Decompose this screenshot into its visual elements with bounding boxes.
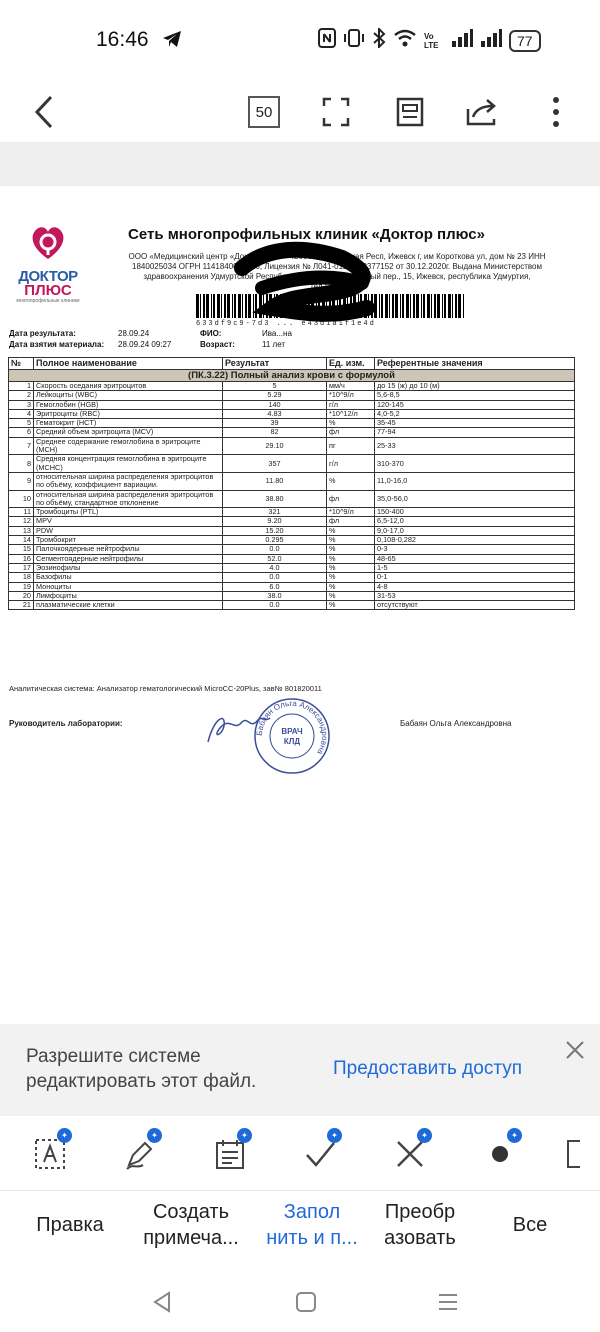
- document-title: Сеть многопрофильных клиник «Доктор плюс»: [128, 226, 485, 243]
- table-row: [9, 472, 575, 490]
- stamp-center-text: ВРАЧ: [281, 727, 303, 736]
- reference-range: отсутствуют: [375, 601, 575, 610]
- volte-label: Vo LTE: [424, 31, 439, 50]
- test-name: Средняя концентрация гемоглобина в эритроците (MCHC): [34, 455, 223, 473]
- reference-range: 35,0-56,0: [375, 490, 575, 508]
- test-unit: %: [327, 563, 375, 572]
- analyzer-note: Аналитическая система: Анализатор гематологический MicroCC-20Plus, зав№ 801820011: [9, 684, 322, 693]
- row-number: 7: [9, 437, 34, 455]
- premium-badge-icon: ✦: [57, 1128, 72, 1143]
- org-line: тел.: 60-23-00): [310, 282, 364, 291]
- telegram-icon: [162, 30, 182, 53]
- barcode-bar: [224, 294, 226, 318]
- banner-message: Разрешите системе редактировать этот файл.: [26, 1046, 257, 1092]
- test-unit: %: [327, 582, 375, 591]
- barcode-bar: [444, 294, 446, 318]
- close-icon: [565, 1040, 585, 1060]
- row-number: 17: [9, 563, 34, 572]
- signature-image: [204, 708, 274, 748]
- test-unit: г/л: [327, 400, 375, 409]
- barcode-bar: [458, 294, 461, 318]
- test-unit: пг: [327, 437, 375, 455]
- reading-mode-button[interactable]: [388, 90, 432, 134]
- row-number: 20: [9, 591, 34, 600]
- wifi-icon: [393, 28, 417, 53]
- barcode-bar: [410, 294, 411, 318]
- barcode-bar: [413, 294, 415, 318]
- date-icon: [214, 1138, 246, 1170]
- more-menu-button[interactable]: [534, 90, 578, 134]
- grant-access-button[interactable]: Предоставить доступ: [333, 1058, 523, 1079]
- org-line: здравоохранения Удмуртской Республики, Интернациональный пер., 15, Ижевск, республика Удмуртия,: [143, 272, 531, 281]
- barcode-bar: [455, 294, 457, 318]
- create-note-label-1: Создать: [152, 1201, 229, 1223]
- reference-range: 5,6-8,5: [375, 391, 575, 400]
- barcode-bar: [423, 294, 425, 318]
- edit-permission-banner: [0, 1024, 600, 1116]
- org-line: 1840025034 ОГРН 1141840001926; Лицензия № Л041-01178/00377152 от 30.12.2020г. Выдана Министерством: [132, 262, 542, 271]
- test-result: 6.0: [223, 582, 327, 591]
- reference-range: 0,108-0,282: [375, 536, 575, 545]
- cross-tool[interactable]: [386, 1130, 434, 1178]
- test-unit: фл: [327, 517, 375, 526]
- test-result: 0.0: [223, 573, 327, 582]
- signal-icon-2: [480, 29, 502, 52]
- test-result: 357: [223, 455, 327, 473]
- bluetooth-icon: [372, 28, 386, 53]
- pen-tool[interactable]: [116, 1130, 164, 1178]
- row-number: 13: [9, 526, 34, 535]
- reference-range: 150-400: [375, 508, 575, 517]
- test-unit: %: [327, 536, 375, 545]
- test-name: MPV: [34, 517, 223, 526]
- test-unit: %: [327, 526, 375, 535]
- test-result: 4.83: [223, 409, 327, 418]
- page-separator: [0, 142, 600, 186]
- signal-icon-1: [451, 29, 473, 52]
- reference-range: 310-370: [375, 455, 575, 473]
- barcode-text: 633df9c9-7d3 ... e43d1a1f1e4d: [196, 320, 376, 328]
- reference-range: 4,0-5,2: [375, 409, 575, 418]
- table-row: [9, 573, 575, 582]
- test-unit: *10^9/л: [327, 508, 375, 517]
- barcode-bar: [431, 294, 432, 318]
- dot-icon: [490, 1144, 510, 1164]
- row-number: 19: [9, 582, 34, 591]
- test-result: 29.10: [223, 437, 327, 455]
- test-name: относительная ширина распределения эритроцитов по объёму, коэффициент вариации.: [34, 472, 223, 490]
- result-date-label: Дата результата:: [9, 329, 76, 338]
- reference-range: до 15 (ж) до 10 (м): [375, 382, 575, 391]
- test-name: Эозинофилы: [34, 563, 223, 572]
- test-result: 15.20: [223, 526, 327, 535]
- result-date: 28.09.24: [118, 329, 150, 338]
- reference-range: 31-53: [375, 591, 575, 600]
- status-time: 16:46: [96, 28, 149, 51]
- fio-value: Ива...на: [262, 329, 292, 338]
- system-back-button[interactable]: [146, 1286, 178, 1318]
- text-box-tool[interactable]: [26, 1130, 74, 1178]
- reference-range: 4-8: [375, 582, 575, 591]
- stamp-center-text: КЛД: [283, 737, 301, 746]
- premium-badge-icon: ✦: [147, 1128, 162, 1143]
- test-result: 39: [223, 419, 327, 428]
- date-tool[interactable]: [206, 1130, 254, 1178]
- test-unit: %: [327, 573, 375, 582]
- row-number: 16: [9, 554, 34, 563]
- barcode-bar: [442, 294, 443, 318]
- all-tools-label: Все: [512, 1214, 548, 1236]
- annotation-toolbar: [0, 1116, 600, 1190]
- logo-line1: ДОКТОР: [18, 268, 78, 285]
- reference-range: 48-65: [375, 554, 575, 563]
- barcode-bar: [402, 294, 404, 318]
- all-tools-tab[interactable]: [500, 1212, 560, 1238]
- document-page: [0, 186, 600, 1024]
- status-bar: [0, 0, 600, 80]
- test-name: Лимфоциты: [34, 591, 223, 600]
- convert-tab[interactable]: [374, 1199, 466, 1251]
- column-header: Ед. изм.: [327, 358, 375, 370]
- test-unit: *10^12/л: [327, 409, 375, 418]
- test-unit: %: [327, 419, 375, 428]
- bottom-action-bar: [0, 1190, 600, 1273]
- row-number: 4: [9, 409, 34, 418]
- partial-tool-icon: [566, 1139, 580, 1169]
- test-unit: фл: [327, 428, 375, 437]
- barcode-bar: [463, 294, 464, 318]
- test-name: плазматические клетки: [34, 601, 223, 610]
- barcode-bar: [211, 294, 212, 318]
- reference-range: 0-3: [375, 545, 575, 554]
- age-label: Возраст:: [200, 340, 235, 349]
- barcode-bar: [437, 294, 440, 318]
- test-name: Палочкоядерные нейтрофилы: [34, 545, 223, 554]
- edit-tab-label: Правка: [36, 1214, 104, 1236]
- create-note-label-2: примеча...: [143, 1227, 239, 1249]
- test-name: Среднее содержание гемоглобина в эритроците (MCH): [34, 437, 223, 455]
- barcode-bar: [389, 294, 390, 318]
- row-number: 3: [9, 400, 34, 409]
- premium-badge-icon: ✦: [327, 1128, 342, 1143]
- row-number: 9: [9, 472, 34, 490]
- reference-range: 9,0-17,0: [375, 526, 575, 535]
- barcode-bar: [392, 294, 394, 318]
- barcode-bar: [385, 294, 388, 318]
- row-number: 5: [9, 419, 34, 428]
- test-name: Моноциты: [34, 582, 223, 591]
- age-value: 11 лет: [262, 340, 286, 349]
- test-unit: %: [327, 591, 375, 600]
- test-result: 140: [223, 400, 327, 409]
- barcode-bar: [416, 294, 419, 318]
- premium-badge-icon: ✦: [507, 1128, 522, 1143]
- table-row: [9, 391, 575, 400]
- fill-sign-tab[interactable]: [260, 1199, 364, 1251]
- test-result: 0.295: [223, 536, 327, 545]
- heart-logo-icon: [28, 222, 68, 262]
- section-title: (ПК.3.22) Полный анализ крови с формулой: [9, 370, 575, 382]
- premium-badge-icon: ✦: [237, 1128, 252, 1143]
- reference-range: 11,0-16,0: [375, 472, 575, 490]
- fio-label: ФИО:: [200, 329, 222, 338]
- test-result: 0.0: [223, 545, 327, 554]
- sample-date-label: Дата взятия материала:: [9, 340, 105, 349]
- barcode-bar: [406, 294, 409, 318]
- test-name: Средний объем эритроцита (MCV): [34, 428, 223, 437]
- check-icon: [304, 1138, 336, 1170]
- nfc-icon: [318, 28, 336, 53]
- barcode-bar: [203, 294, 205, 318]
- test-result: 52.0: [223, 554, 327, 563]
- reference-range: 6,5-12,0: [375, 517, 575, 526]
- test-name: Сегментоядерные нейтрофилы: [34, 554, 223, 563]
- table-row: [9, 490, 575, 508]
- table-row: [9, 563, 575, 572]
- check-tool[interactable]: [296, 1130, 344, 1178]
- home-square-icon: [295, 1291, 317, 1313]
- row-number: 1: [9, 382, 34, 391]
- redaction-scribble: [232, 238, 382, 328]
- reference-range: 120-145: [375, 400, 575, 409]
- test-result: 9.20: [223, 517, 327, 526]
- barcode-bar: [213, 294, 215, 318]
- section-row: [9, 370, 575, 382]
- test-unit: мм/ч: [327, 382, 375, 391]
- table-row: [9, 508, 575, 517]
- test-result: 4.0: [223, 563, 327, 572]
- barcode-bar: [434, 294, 436, 318]
- test-unit: фл: [327, 490, 375, 508]
- logo-line2: ПЛЮС: [24, 282, 72, 299]
- test-name: Тромбокрит: [34, 536, 223, 545]
- table-row: [9, 400, 575, 409]
- test-result: 11.80: [223, 472, 327, 490]
- barcode-bar: [427, 294, 430, 318]
- more-vertical-icon: [552, 96, 560, 128]
- row-number: 21: [9, 601, 34, 610]
- fullscreen-icon: [322, 97, 350, 127]
- text-box-icon: [34, 1138, 66, 1170]
- row-number: 10: [9, 490, 34, 508]
- table-row: [9, 437, 575, 455]
- stamp-outer-text: Бабаян Ольга Александровна: [254, 698, 330, 757]
- column-header: Полное наименование: [34, 358, 223, 370]
- reference-range: 1-5: [375, 563, 575, 572]
- row-number: 2: [9, 391, 34, 400]
- clinic-logo: [14, 222, 82, 304]
- test-result: 5: [223, 382, 327, 391]
- close-banner-button[interactable]: [565, 1036, 585, 1067]
- battery-indicator: 77: [509, 30, 541, 52]
- table-row: [9, 455, 575, 473]
- row-number: 6: [9, 428, 34, 437]
- fullscreen-button[interactable]: [314, 90, 358, 134]
- test-unit: %: [327, 601, 375, 610]
- barcode-bar: [448, 294, 451, 318]
- page-count: 50: [248, 96, 280, 128]
- row-number: 8: [9, 455, 34, 473]
- results-table: [8, 357, 575, 610]
- test-unit: %: [327, 472, 375, 490]
- convert-label-2: азовать: [384, 1227, 456, 1249]
- barcode-bar: [196, 294, 199, 318]
- table-row: [9, 517, 575, 526]
- table-row: [9, 545, 575, 554]
- column-header: Референтные значения: [375, 358, 575, 370]
- test-name: Гемоглобин (HGB): [34, 400, 223, 409]
- back-triangle-icon: [151, 1291, 173, 1313]
- test-name: Гематокрит (HCT): [34, 419, 223, 428]
- barcode-bar: [421, 294, 422, 318]
- test-name: Базофилы: [34, 573, 223, 582]
- row-number: 18: [9, 573, 34, 582]
- row-number: 14: [9, 536, 34, 545]
- reference-range: 25-33: [375, 437, 575, 455]
- dot-tool[interactable]: [476, 1130, 524, 1178]
- system-menu-button[interactable]: [432, 1286, 464, 1318]
- test-result: 321: [223, 508, 327, 517]
- table-header-row: [9, 358, 575, 370]
- status-icons: [318, 28, 541, 53]
- table-row: [9, 582, 575, 591]
- test-unit: %: [327, 545, 375, 554]
- convert-label-1: Преобр: [384, 1201, 456, 1223]
- reading-mode-icon: [396, 97, 424, 127]
- test-result: 38.80: [223, 490, 327, 508]
- system-navigation-bar: [0, 1272, 600, 1332]
- org-line: ООО «Медицинский центр «Доктор Плюс» 426065, Удмуртская Респ, Ижевск г, им Короткова ул, дом № 23 ИНН: [128, 252, 546, 261]
- test-name: Скорость оседания эритроцитов: [34, 382, 223, 391]
- test-result: 0.0: [223, 601, 327, 610]
- system-home-button[interactable]: [290, 1286, 322, 1318]
- vibrate-icon: [343, 28, 365, 53]
- test-unit: г/л: [327, 455, 375, 473]
- back-button[interactable]: [22, 90, 66, 134]
- cross-icon: [395, 1139, 425, 1169]
- barcode-bar: [221, 294, 222, 318]
- table-row: [9, 428, 575, 437]
- test-unit: %: [327, 554, 375, 563]
- more-tools-peek[interactable]: [566, 1130, 600, 1178]
- lab-head-name: Бабаян Ольга Александровна: [400, 719, 512, 728]
- test-name: Эритроциты (RBC): [34, 409, 223, 418]
- page-count-button[interactable]: [242, 90, 286, 134]
- menu-lines-icon: [437, 1291, 459, 1313]
- column-header: Результат: [223, 358, 327, 370]
- back-arrow-icon: [33, 95, 55, 129]
- fill-sign-label-1: Запол: [283, 1201, 341, 1223]
- barcode-bar: [217, 294, 220, 318]
- test-name: Лейкоциты (WBC): [34, 391, 223, 400]
- barcode-bar: [227, 294, 230, 318]
- column-header: №: [9, 358, 34, 370]
- table-row: [9, 554, 575, 563]
- row-number: 15: [9, 545, 34, 554]
- barcode-bar: [200, 294, 201, 318]
- create-note-tab[interactable]: [136, 1199, 246, 1251]
- fill-sign-label-2: нить и п...: [266, 1227, 358, 1249]
- barcode-bar: [395, 294, 398, 318]
- test-name: PDW: [34, 526, 223, 535]
- barcode-bar: [452, 294, 453, 318]
- sample-date: 28.09.24 09:27: [118, 340, 172, 349]
- barcode-bar: [206, 294, 209, 318]
- logo-subtitle: многопрофильные клиники: [16, 298, 80, 304]
- row-number: 12: [9, 517, 34, 526]
- test-name: относительная ширина распределения эритроцитов по объёму, стандартное отклонение: [34, 490, 223, 508]
- reference-range: 0-1: [375, 573, 575, 582]
- edit-tab[interactable]: [30, 1212, 110, 1238]
- test-result: 82: [223, 428, 327, 437]
- table-row: [9, 526, 575, 535]
- barcode-bar: [400, 294, 401, 318]
- table-row: [9, 601, 575, 610]
- top-toolbar: [0, 80, 600, 142]
- lab-head-label: Руководитель лаборатории:: [9, 719, 123, 728]
- share-icon: [465, 97, 499, 127]
- reference-range: 35-45: [375, 419, 575, 428]
- reference-range: 77-94: [375, 428, 575, 437]
- test-unit: *10^9/л: [327, 391, 375, 400]
- test-result: 5.29: [223, 391, 327, 400]
- share-button[interactable]: [460, 90, 504, 134]
- test-name: Тромбоциты (PTL): [34, 508, 223, 517]
- test-result: 38.0: [223, 591, 327, 600]
- row-number: 11: [9, 508, 34, 517]
- premium-badge-icon: ✦: [417, 1128, 432, 1143]
